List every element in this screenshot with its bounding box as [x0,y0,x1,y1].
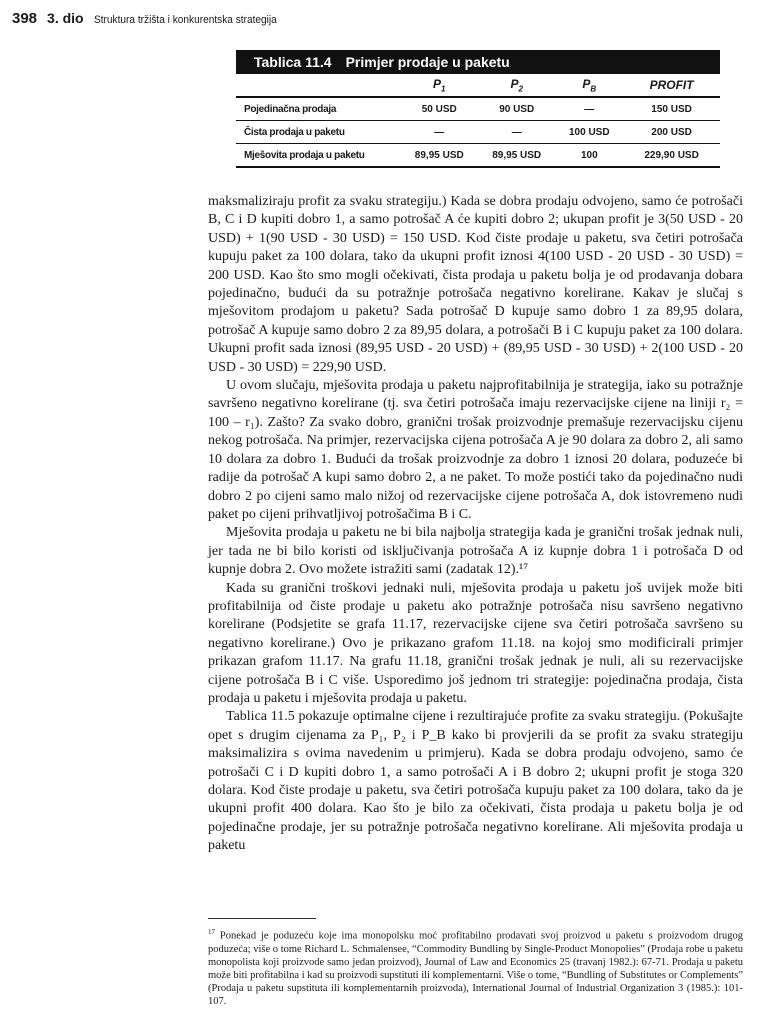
part-label: 3. dio [47,10,84,26]
table-row [236,144,720,168]
table-caption [236,50,720,74]
table-cell: 89,95 USD [401,144,478,168]
body-text [208,193,743,856]
table-cell: 90 USD [499,103,535,115]
bundling-table [236,50,720,168]
row-label: Mješovita prodaja u paketu [236,144,401,168]
running-header [12,10,292,27]
footnote-text: Ponekad je poduzeću koje ima monopolsku moć profitabilno prodavati svoj proizvod u paketu s proizvodom drugog poduzeća; više o tome Richard L. Schmalensee, “Commodity Bundling by Single-Product Monopolies” (Prodaja robe u paketu monopolista koji proizvode samo jedan proizvod), Journal of Law and Economics 25 (travanj 1982.): 67-71. Prodaja u paketu može biti profitabilna i kad su proizvodi supstituti ili komplementarni. Više o tome, “Bundling of Substitutes or Complements” (Prodaja u paketu supstituta ili komplementarnih proizvoda), International Journal of Industrial Organization 3 (1985.): 101-107. [208,930,744,1007]
corner-cell [236,74,401,97]
footnote-divider [208,918,316,919]
column-header-profit: PROFIT [623,74,720,97]
paragraph: Mješovita prodaja u paketu ne bi bila najbolja strategija kada je granični trošak jednak nuli, jer tada ne bi bilo koristi od isključivanja potrošača A iz kupnje dobra 1 i potrošača D od kupnje dobra 2. Ovo možete istražiti sami (zadatak 12).¹⁷ [208,525,743,578]
table-cell: — [478,121,555,144]
table-title: Primjer prodaje u paketu [345,54,510,70]
paragraph: Kada su granični troškovi jednaki nuli, mješovita prodaja u paketu još uvijek može biti profitabilnija od čiste prodaje u paketu ako potražnje potrošača nisu savršeno negativno korelirane (Podsjetite se grafa 11.17, rezervacijske cijene sva četiri potrošača savršeno su negativno korelirane.) Ovo je prikazano grafom 11.18. na kojoj smo modificirali primjer prikazan grafom 11.17. Na grafu 11.18, granični trošak jednak je nuli, ali su rezervacijske cijene potrošača B i C više. Usporedimo još jednom tri strategije: pojedinačna prodaja, čista prodaja u paketu i mješovita prodaja u paketu. [208,580,743,706]
table-cell: 229,90 USD [623,144,720,168]
paragraph: maksmaliziraju profit za svaku strategiju.) Kada se dobra prodaju odvojeno, samo će potrošači B, C i D kupiti dobro 1, a samo potrošač A će kupiti dobro 2; ukupan profit je 3(50 USD - 20 USD) + 1(90 USD - 30 USD) = 150 USD. Kod čiste prodaje u paketu, sva četiri potrošača kupuju paket za 100 dolara, tako da ukupni profit iznosi 4(100 USD - 20 USD - 30 USD) = 200 USD. Kao što smo mogli očekivati, čista prodaja u paketu bolja je od prodavanja dobara pojedinačno, budući da su potražnje potrošača negativno korelirane. Kakav je slučaj s mješovitom prodajom u paketu? Sada potrošač D kupuje samo dobro 1 za 89,95 dolara, potrošač A kupuje samo dobro 2 za 89,95 dolara, a potrošači B i C kupuju paket za 100 dolara. Ukupni profit sada iznosi (89,95 USD - 20 USD) + (89,95 USD - 30 USD) + 2(100 USD - 20 USD - 30 USD) = 229,90 USD. [208,194,743,375]
table-row [236,121,720,144]
table-row [236,97,720,121]
table-cell: — [401,121,478,144]
data-table [236,74,720,168]
column-header-p1: $P_1$ [401,74,478,97]
table-header-row [236,74,720,97]
table-cell: 100 [555,144,623,168]
footnote-marker: 17 [208,928,215,936]
table-cell: 200 USD [623,121,720,144]
page-number: 398 [12,10,38,27]
row-label: Čista prodaja u paketu [236,121,401,144]
table-cell: 100 USD [555,121,623,144]
table-cell: — [584,103,595,115]
paragraph: Tablica 11.5 pokazuje optimalne cijene i rezultirajuće profite za svaku strategiju. (Pokušajte opet s drugim cijenama za P₁, P₂ i P_B kako bi provjerili da se profit za svaku strategiju maksimalizira s ovima navedenim u primjeru). Kada se dobra prodaju odvojeno, samo će potrošači C i D kupiti dobro 1, a samo potrošači A i B dobro 2; ukupni profit je stoga 320 dolara. Kod čiste prodaje u paketu, sva četiri potrošača kupuju paket za 100 dolara, tako da je ukupni profit 400 dolara. Kao što je bilo za očekivati, čista prodaja u paketu bolja je od pojedinačne prodaje, jer su potražnje potrošača negativno korelirane. Ali mješovita prodaja u paketu [208,709,743,854]
running-title: Struktura tržišta i konkurentska strategija [93,14,277,26]
table-cell: 150 USD [651,103,692,115]
row-label: Pojedinačna prodaja [244,103,337,115]
column-header-p2: $P_2$ [478,74,555,97]
table-label: Tablica 11.4 [254,54,332,70]
footnote [208,926,743,1008]
table-cell: 89,95 USD [478,144,555,168]
paragraph: U ovom slučaju, mješovita prodaja u paketu najprofitabilnija je strategija, iako su potražnje savršeno negativno korelirane (tj. sva četiri potrošača imaju rezervacijske cijene na liniji r₂ = 100 – r₁). Zašto? Za svako dobro, granični trošak proizvodnje premašuje rezervacijsku cijenu nekog potrošača. Na primjer, rezervacijska cijena potrošača A je 90 dolara za dobro 2, ali samo 10 dolara za dobro 1. Budući da trošak proizvodnje za dobro 1 iznosi 20 dolara, poduzeće bi radije da potrošač A kupi samo dobro 2, a ne paket. To može postići tako da pojedinačno nudi dobro 2 po cijeni samo malo nižoj od rezervacijske cijene potrošača A, dok istovremeno nudi paket po cijeni prihvatljivoj potrošačima B i C. [208,378,743,522]
table-cell: 50 USD [421,103,457,115]
column-header-pb: $P_B$ [555,74,623,97]
